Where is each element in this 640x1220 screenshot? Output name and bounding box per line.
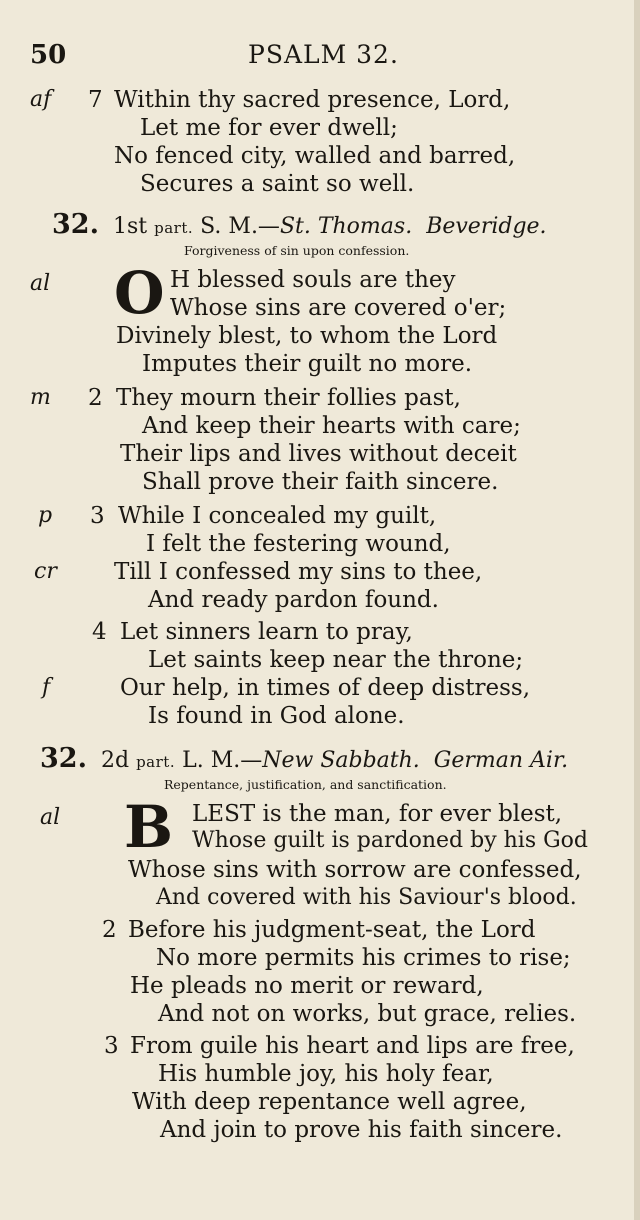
hymn-number: 32. [40,743,87,774]
page-number: 50 [30,40,67,70]
verse-line: I felt the festering wound, [146,531,451,557]
meter: L. M.— [182,748,263,773]
composer-name: Beveridge. [426,214,547,239]
verse-line: With deep repentance well agree, [132,1089,527,1115]
dynamic-mark: f [42,675,51,700]
verse-line: Before his judgment-seat, the Lord [128,917,536,943]
verse-line: No more permits his crimes to rise; [156,945,571,971]
verse-number: 2 [88,385,103,411]
hymn-number: 32. [52,209,99,240]
verse-line: Whose sins with sorrow are confessed, [128,857,582,883]
dynamic-mark: m [30,385,51,410]
verse-line: H blessed souls are they [170,267,456,293]
verse-line: Imputes their guilt no more. [142,351,473,377]
part-ordinal: 2d [100,748,130,773]
verse-line: They mourn their follies past, [116,385,461,411]
verse-line: Divinely blest, to whom the Lord [116,323,498,349]
verse-line: Shall prove their faith sincere. [142,469,499,495]
composer-name: German Air. [433,748,569,773]
verse-line: And ready pardon found. [148,587,439,613]
hymn-subtitle: Forgiveness of sin upon confession. [184,243,410,258]
verse-line: Let me for ever dwell; [140,115,398,141]
verse-line: From guile his heart and lips are free, [130,1033,575,1059]
verse-line: No fenced city, walled and barred, [114,143,516,169]
tune-name: New Sabbath. [262,748,420,773]
dynamic-mark: cr [34,559,57,584]
verse-line: He pleads no merit or reward, [130,973,484,999]
hymn-subtitle: Repentance, justification, and sanctification. [164,777,447,792]
part-word: part. [154,219,194,237]
verse-line: Let saints keep near the throne; [148,647,524,673]
verse-line: Our help, in times of deep distress, [120,675,531,701]
drop-cap: O [114,259,165,327]
verse-line: Let sinners learn to pray, [120,619,413,645]
dynamic-mark: al [40,805,61,830]
dynamic-mark: af [30,87,52,112]
verse-number: 3 [104,1033,119,1059]
verse-line: Their lips and lives without deceit [120,441,517,467]
verse-line: Within thy sacred presence, Lord, [114,87,511,113]
verse-line: His humble joy, his holy fear, [158,1061,494,1087]
verse-line: And keep their hearts with care; [142,413,521,439]
hymn-heading [52,210,547,243]
hymn-heading [40,744,568,777]
verse-line: And join to prove his faith sincere. [160,1117,563,1143]
tune-name: St. Thomas. [279,214,413,239]
verse-number: 4 [92,619,107,645]
verse-line: Whose sins are covered o'er; [170,295,507,321]
part-word: part. [136,753,176,771]
verse-number: 2 [102,917,117,943]
verse-line: While I concealed my guilt, [118,503,437,529]
verse-line: Is found in God alone. [148,703,405,729]
verse-line: Secures a saint so well. [140,171,415,197]
verse-line: And covered with his Saviour's blood. [156,885,577,910]
page-edge [634,0,640,1220]
verse-number: 3 [90,503,105,529]
drop-cap: B [124,793,174,861]
part-ordinal: 1st [112,214,148,239]
dynamic-mark: p [38,503,53,528]
verse-number: 7 [88,87,103,113]
dynamic-mark: al [30,271,51,296]
verse-line: Till I confessed my sins to thee, [114,559,483,585]
verse-line: LEST is the man, for ever blest, [192,801,563,827]
page-title: PSALM 32. [248,40,399,69]
verse-line: And not on works, but grace, relies. [158,1001,577,1027]
verse-line: Whose guilt is pardoned by his God [192,828,589,853]
meter: S. M.— [200,214,280,239]
